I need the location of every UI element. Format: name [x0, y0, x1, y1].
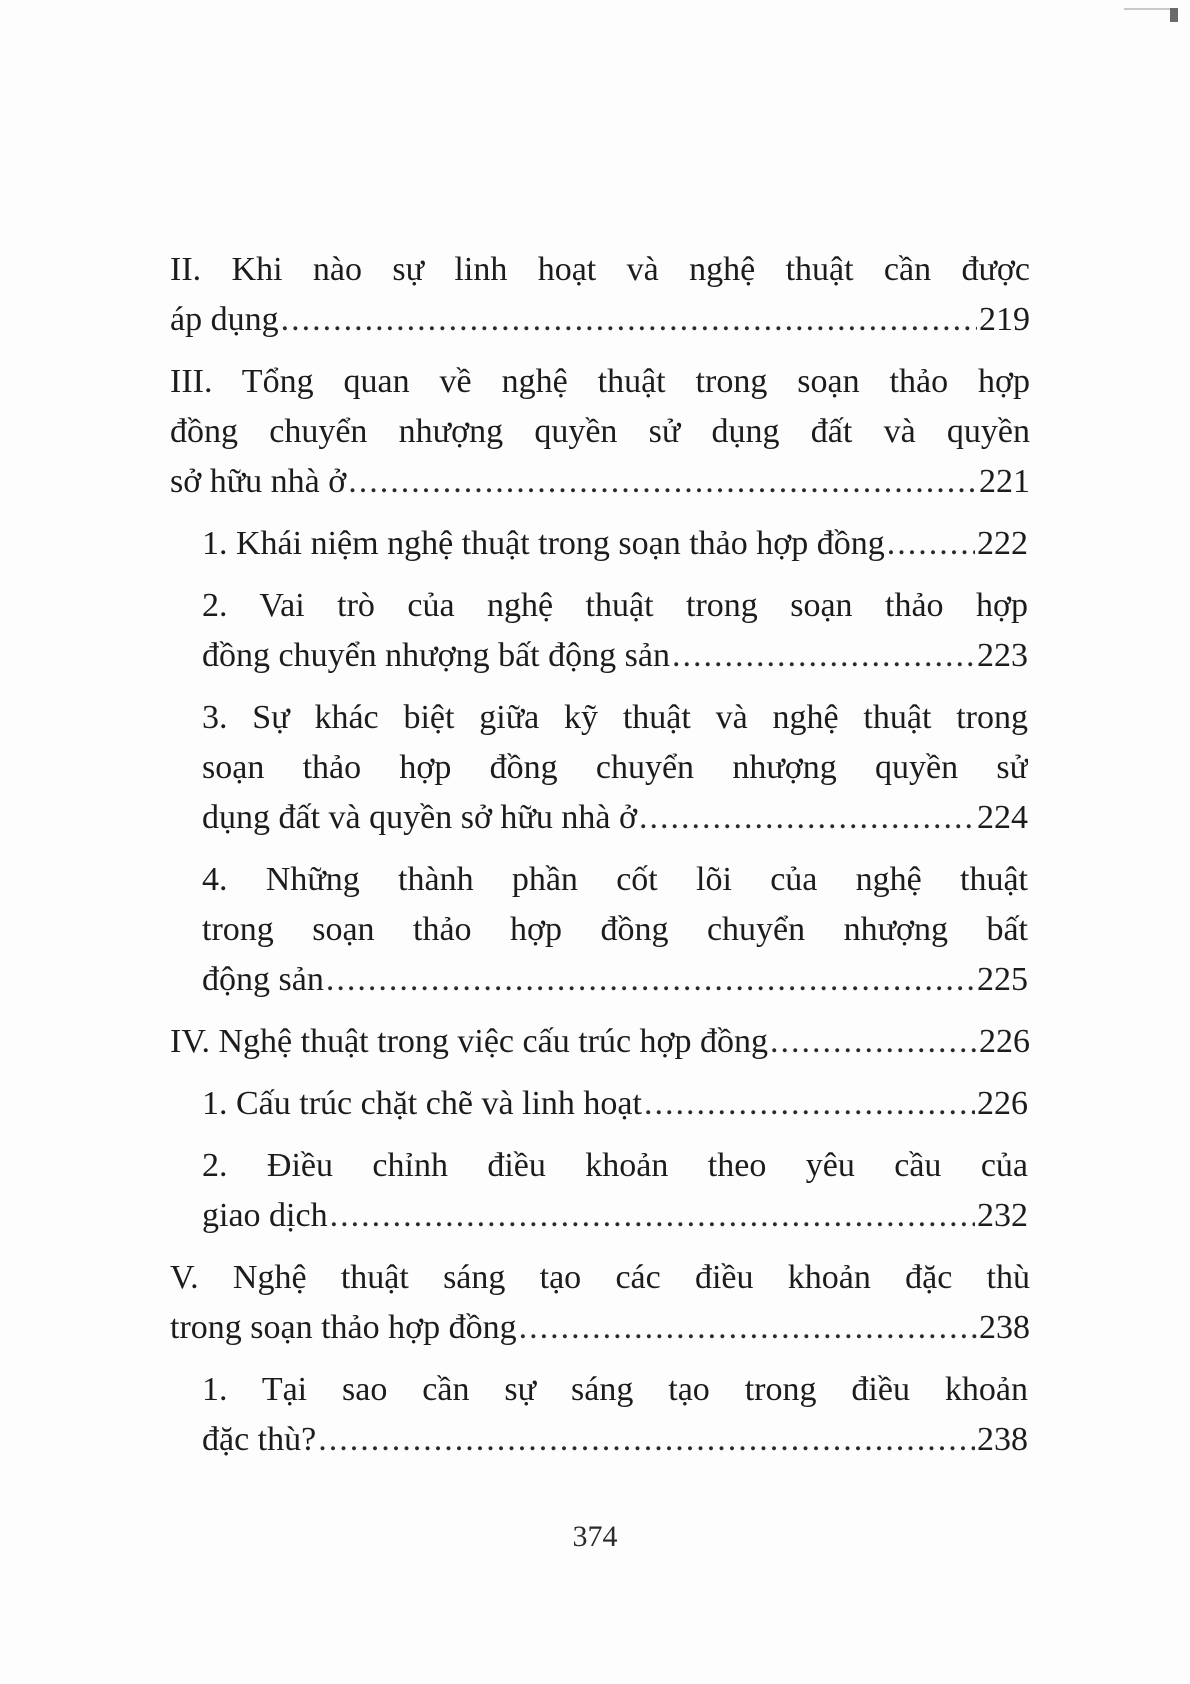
- dot-leader: [318, 1415, 975, 1465]
- toc-entry-title: 1. Cấu trúc chặt chẽ và linh hoạt: [202, 1085, 642, 1122]
- toc-entry-line: đồng chuyển nhượng quyền sử dụng đất và quyền: [170, 413, 1030, 450]
- toc-page-number: 223: [977, 637, 1028, 674]
- toc-entry-title: IV. Nghệ thuật trong việc cấu trúc hợp đồng: [170, 1023, 769, 1060]
- toc-entry: [202, 855, 1028, 1005]
- toc-entry-line: 1. Tại sao cần sự sáng tạo trong điều khoản: [202, 1371, 1028, 1408]
- toc-page-number: 219: [979, 301, 1030, 338]
- dot-leader: [644, 1079, 975, 1129]
- toc-entry-title: 1. Khái niệm nghệ thuật trong soạn thảo hợp đồng: [202, 525, 885, 562]
- toc-entry-title: động sản: [202, 961, 324, 998]
- toc-entry: [202, 693, 1028, 843]
- toc-page-number: 222: [977, 525, 1028, 562]
- toc-entry-leader-line: [202, 1191, 1028, 1241]
- dot-leader: [887, 519, 975, 569]
- toc-entry-title: dụng đất và quyền sở hữu nhà ở: [202, 799, 637, 836]
- table-of-contents: [0, 245, 1190, 1477]
- toc-entry-leader-line: [170, 1017, 1030, 1067]
- toc-entry-leader-line: [202, 1415, 1028, 1465]
- toc-entry: [202, 1141, 1028, 1241]
- toc-entry-leader-line: [170, 295, 1030, 345]
- page-number: 374: [572, 1520, 618, 1553]
- toc-entry-line: 2. Vai trò của nghệ thuật trong soạn thảo hợp: [202, 587, 1028, 624]
- toc-entry-line: trong soạn thảo hợp đồng chuyển nhượng bất: [202, 911, 1028, 948]
- dot-leader: [281, 295, 977, 345]
- toc-entry-title: trong soạn thảo hợp đồng: [170, 1309, 517, 1346]
- dot-leader: [348, 457, 977, 507]
- toc-entry-line: 2. Điều chỉnh điều khoản theo yêu cầu của: [202, 1147, 1028, 1184]
- toc-entry-line: 3. Sự khác biệt giữa kỹ thuật và nghệ thuật trong: [202, 699, 1028, 736]
- toc-entry-leader-line: [202, 631, 1028, 681]
- dot-leader: [519, 1303, 977, 1353]
- toc-entry-line: III. Tổng quan về nghệ thuật trong soạn thảo hợp: [170, 363, 1030, 400]
- dot-leader: [326, 955, 975, 1005]
- dot-leader: [330, 1191, 975, 1241]
- toc-page-number: 221: [979, 463, 1030, 500]
- toc-entry-line: 4. Những thành phần cốt lõi của nghệ thuật: [202, 861, 1028, 898]
- toc-entry: [202, 581, 1028, 681]
- toc-entry-title: đồng chuyển nhượng bất động sản: [202, 637, 670, 674]
- toc-page-number: 238: [977, 1421, 1028, 1458]
- toc-page-number: 232: [977, 1197, 1028, 1234]
- toc-entry: [202, 1079, 1028, 1129]
- toc-page-number: 224: [977, 799, 1028, 836]
- toc-page-number: 226: [977, 1085, 1028, 1122]
- toc-entry-leader-line: [202, 793, 1028, 843]
- toc-entry: [170, 1017, 1030, 1067]
- toc-entry-title: đặc thù?: [202, 1421, 317, 1458]
- toc-entry-line: soạn thảo hợp đồng chuyển nhượng quyền sử: [202, 749, 1028, 786]
- toc-entry-line: V. Nghệ thuật sáng tạo các điều khoản đặc thù: [170, 1259, 1030, 1296]
- toc-entry-title: áp dụng: [170, 301, 279, 338]
- toc-entry-line: II. Khi nào sự linh hoạt và nghệ thuật cần được: [170, 251, 1030, 288]
- toc-entry-title: giao dịch: [202, 1197, 328, 1234]
- toc-entry-leader-line: [202, 955, 1028, 1005]
- scan-edge-mark: [1124, 8, 1172, 14]
- toc-entry-leader-line: [170, 457, 1030, 507]
- toc-entry-leader-line: [202, 519, 1028, 569]
- toc-entry: [170, 357, 1030, 507]
- dot-leader: [770, 1017, 977, 1067]
- dot-leader: [672, 631, 975, 681]
- toc-entry-leader-line: [202, 1079, 1028, 1129]
- dot-leader: [639, 793, 975, 843]
- toc-page-number: 225: [977, 961, 1028, 998]
- toc-page-number: 226: [979, 1023, 1030, 1060]
- toc-entry: [170, 245, 1030, 345]
- toc-entry: [202, 519, 1028, 569]
- toc-entry: [170, 1253, 1030, 1353]
- toc-page-number: 238: [979, 1309, 1030, 1346]
- toc-entry-leader-line: [170, 1303, 1030, 1353]
- toc-entry-title: sở hữu nhà ở: [170, 463, 347, 500]
- toc-entry: [202, 1365, 1028, 1465]
